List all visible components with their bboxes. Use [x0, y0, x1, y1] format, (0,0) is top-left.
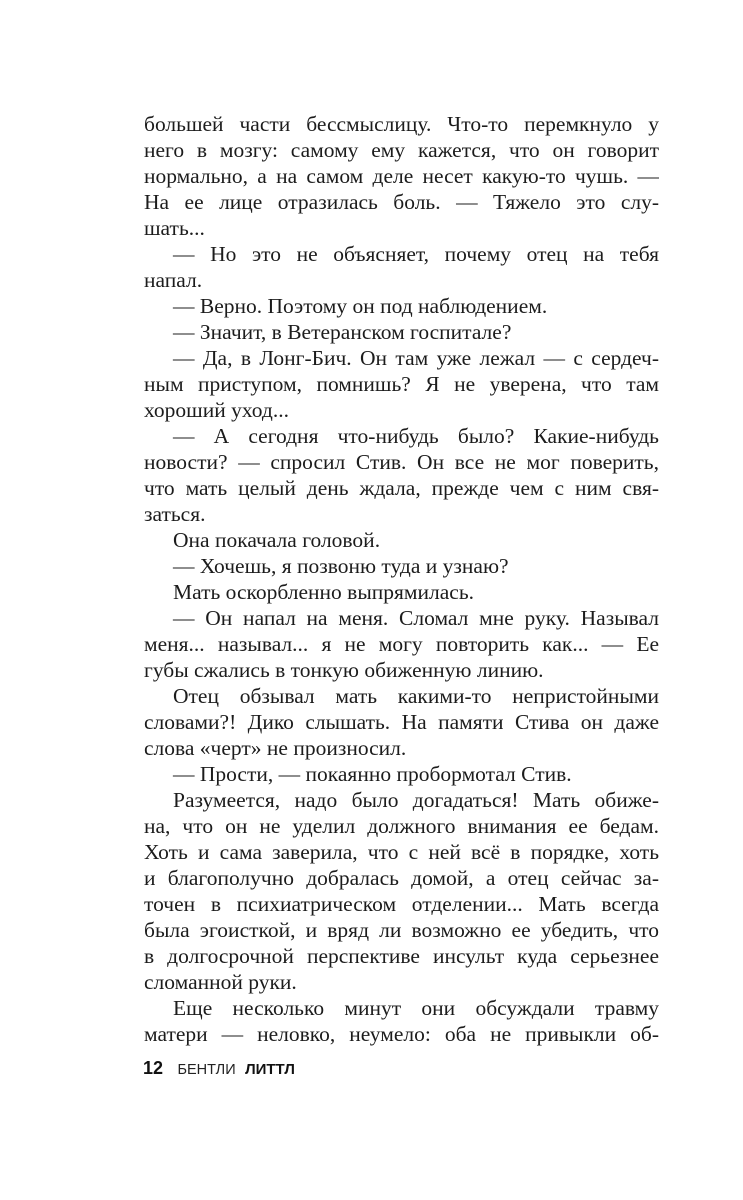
author-last-name: ЛИТТЛ: [245, 1061, 295, 1078]
page-number: 12: [143, 1058, 164, 1078]
text-line: напал.: [144, 268, 203, 292]
running-footer: [143, 1058, 295, 1079]
text-line: большей части бессмыслицу. Что-то перемкнуло у: [144, 112, 659, 136]
text-line: была эгоисткой, и вряд ли возможно ее убедить, что: [144, 918, 659, 942]
text-line: меня... называл... я не могу повторить как... — Ее: [144, 632, 659, 656]
text-line: ным приступом, помнишь? Я не уверена, что там: [144, 372, 659, 396]
text-line: — Но это не объясняет, почему отец на тебя: [173, 242, 659, 266]
text-line: Разумеется, надо было догадаться! Мать обиже-: [173, 788, 659, 812]
text-line: нормально, а на самом деле несет какую-то чушь. —: [144, 164, 659, 188]
text-line: шать...: [144, 216, 205, 240]
text-line: заться.: [144, 502, 206, 526]
text-line: него в мозгу: самому ему кажется, что он говорит: [144, 138, 659, 162]
text-line: что мать целый день ждала, прежде чем с ним свя-: [144, 476, 659, 500]
text-line: губы сжались в тонкую обиженную линию.: [144, 658, 544, 682]
text-line: — Значит, в Ветеранском госпитале?: [173, 320, 512, 344]
text-line: — Хочешь, я позвоню туда и узнаю?: [173, 554, 509, 578]
text-line: в долгосрочной перспективе инсульт куда серьезнее: [144, 944, 659, 968]
text-line: — Прости, — покаянно пробормотал Стив.: [173, 762, 572, 786]
text-line: Мать оскорбленно выпрямилась.: [173, 580, 475, 604]
text-line: слова «черт» не произносил.: [144, 736, 407, 760]
text-line: — Он напал на меня. Сломал мне руку. Называл: [173, 606, 659, 630]
text-line: и благополучно добралась домой, а отец сейчас за-: [144, 866, 659, 890]
text-line: Отец обзывал мать какими-то непристойными: [173, 684, 659, 708]
text-line: точен в психиатрическом отделении... Мать всегда: [144, 892, 659, 916]
author-first-name: БЕНТЛИ: [177, 1062, 236, 1078]
text-line: Еще несколько минут они обсуждали травму: [173, 996, 659, 1020]
text-line: на, что он не уделил должного внимания ее бедам.: [144, 814, 659, 838]
text-line: сломанной руки.: [144, 970, 297, 994]
text-line: — Да, в Лонг-Бич. Он там уже лежал — с сердеч-: [173, 346, 659, 370]
text-line: Она покачала головой.: [173, 528, 381, 552]
text-line: матери — неловко, неумело: оба не привыкли об-: [144, 1022, 659, 1046]
text-line: Хоть и сама заверила, что с ней всё в порядке, хоть: [144, 840, 659, 864]
text-line: словами?! Дико слышать. На памяти Стива он даже: [144, 710, 659, 734]
text-line: — А сегодня что-нибудь было? Какие-нибудь: [173, 424, 659, 448]
text-line: На ее лице отразилась боль. — Тяжело это слу-: [144, 190, 659, 214]
body-text: [144, 111, 659, 1047]
text-line: новости? — спросил Стив. Он все не мог поверить,: [144, 450, 659, 474]
text-line: — Верно. Поэтому он под наблюдением.: [173, 294, 548, 318]
text-line: хороший уход...: [144, 398, 289, 422]
